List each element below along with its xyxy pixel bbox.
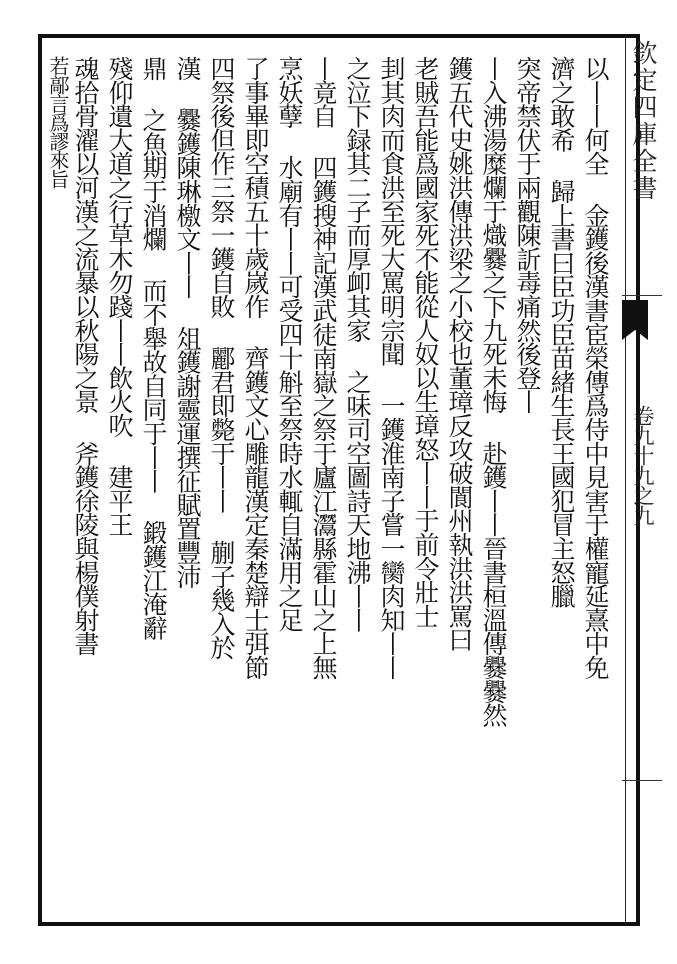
- text-column-5: 鑊五代史姚洪傳洪梁之小校也董璋反攻破閬州執洪洪罵曰: [445, 56, 474, 652]
- volume-label: 卷九十九之九: [631, 405, 655, 525]
- text-column-7: 刲其肉而食洪至死大罵明宗聞 一鑊淮南子嘗一臠肉知丨丨: [377, 56, 406, 679]
- text-column-8: 之泣下録其二子而厚卹其家 之味司空圖詩天地沸丨丨: [343, 56, 372, 632]
- text-column-4: 丨入沸湯糜爛于熾爨之下九死未悔 赴鑊丨丨晉書桓溫傳爨爨然: [479, 56, 508, 727]
- text-column-3: 突帝禁伏于兩觀陳訢毒痛然後登丨: [513, 56, 542, 414]
- margin-rule-bottom: [622, 780, 662, 781]
- text-column-9: 丨竟自 四鑊搜神記漢武徒南嶽之祭于廬江灊縣霍山之上無: [309, 56, 338, 679]
- text-column-15: 殘仰遺大道之行草木勿踐丨丨飲火吹 建平王: [105, 56, 134, 537]
- book-title-header: 欽定四庫全書: [629, 40, 658, 202]
- text-column-13: 漢 爨鑊陳琳檄文丨丨 俎鑊謝靈運撰征賦置豐沛: [173, 56, 202, 588]
- text-column-17: 若鄗言爲謬來旨: [46, 56, 70, 188]
- text-column-11: 了事畢即空積五十歲嵗作 齊鑊文心雕龍漢定秦楚辯士弭節: [241, 56, 270, 679]
- text-column-14: 鼎 之魚期于消爛 而不舉故自同于丨丨 鍛鑊江淹辭: [139, 56, 168, 640]
- fishtail-mark: [622, 300, 648, 330]
- text-column-12: 四祭後但作三祭一鑊自敗 酈君即斃于丨丨 蒯子幾入於: [207, 56, 236, 660]
- margin-rule-top: [622, 295, 662, 296]
- text-column-10: 烹妖孽 水廟有丨丨可受四十斛至祭時水輒自滿用之足: [275, 56, 304, 632]
- text-column-16: 魂拾骨濯以河漢之流暴以秋陽之景 斧鑊徐陵與楊僕射書: [71, 56, 100, 656]
- text-column-1: 以丨丨何全 金鑊後漢書宦榮傳爲侍中見害于權寵延熹中免: [581, 56, 610, 679]
- text-column-6: 老賊吾能爲國家死不能從人奴以生璋怒丨丨于前令壯士: [411, 56, 440, 628]
- text-column-2: 濟之敢希 歸上書曰臣功臣苗緒生長王國犯冒主怒臘: [547, 56, 576, 608]
